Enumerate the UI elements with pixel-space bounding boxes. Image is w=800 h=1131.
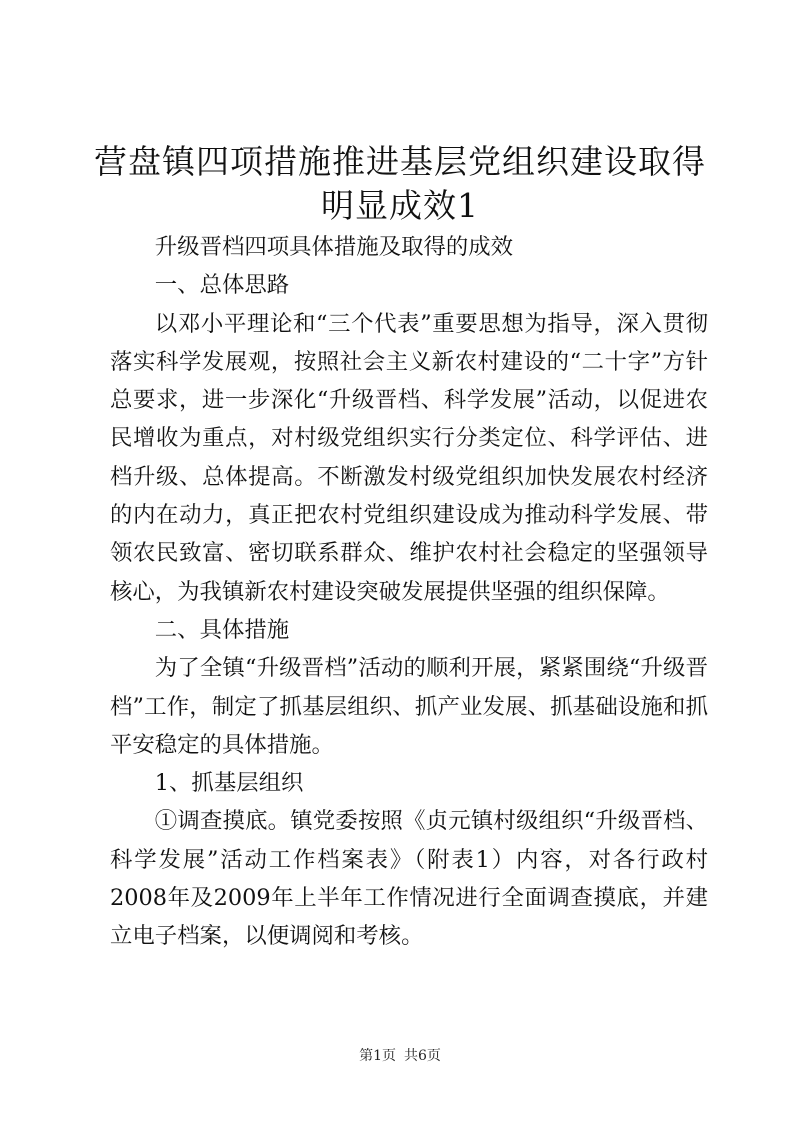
paragraph-overall-approach: 以邓小平理论和“三个代表”重要思想为指导，深入贯彻落实科学发展观，按照社会主义新农村建设的“二十字”方针总要求，进一步深化“升级晋档、科学发展”活动，以促进农民增收为重点，对村级党组织实行分类定位、科学评估、进档升级、总体提高。不断激发村级党组织加快发展农村经济的内在动力，真正把农村党组织建设成为推动科学发展、带领农民致富、密切联系群众、维护农村社会稳定的坚强领导核心，为我镇新农村建设突破发展提供坚强的组织保障。 [110, 310, 708, 605]
paragraph-measures-intro: 为了全镇“升级晋档”活动的顺利开展，紧紧围绕“升级晋档”工作，制定了抓基层组织、抓产业发展、抓基础设施和抓平安稳定的具体措施。 [110, 655, 708, 758]
heading-section-2: 二、具体措施 [154, 616, 290, 643]
page-total: 共6页 [404, 1048, 441, 1064]
heading-subsection-1: 1、抓基层组织 [154, 770, 304, 797]
paragraph-survey: ①调查摸底。镇党委按照《贞元镇村级组织“升级晋档、科学发展”活动工作档案表》（附表1）内容，对各行政村2008年及2009年上半年工作情况进行全面调查摸底，并建立电子档案，以便调阅和考核。 [110, 808, 708, 950]
page-footer [0, 1046, 800, 1066]
paragraph-subtitle: 升级晋档四项具体措施及取得的成效 [154, 234, 514, 260]
document-title: 营盘镇四项措施推进基层党组织建设取得明显成效1 [94, 142, 706, 225]
heading-section-1: 一、总体思路 [154, 272, 290, 299]
document-body [110, 228, 708, 956]
page-number: 第1页 [359, 1048, 396, 1064]
